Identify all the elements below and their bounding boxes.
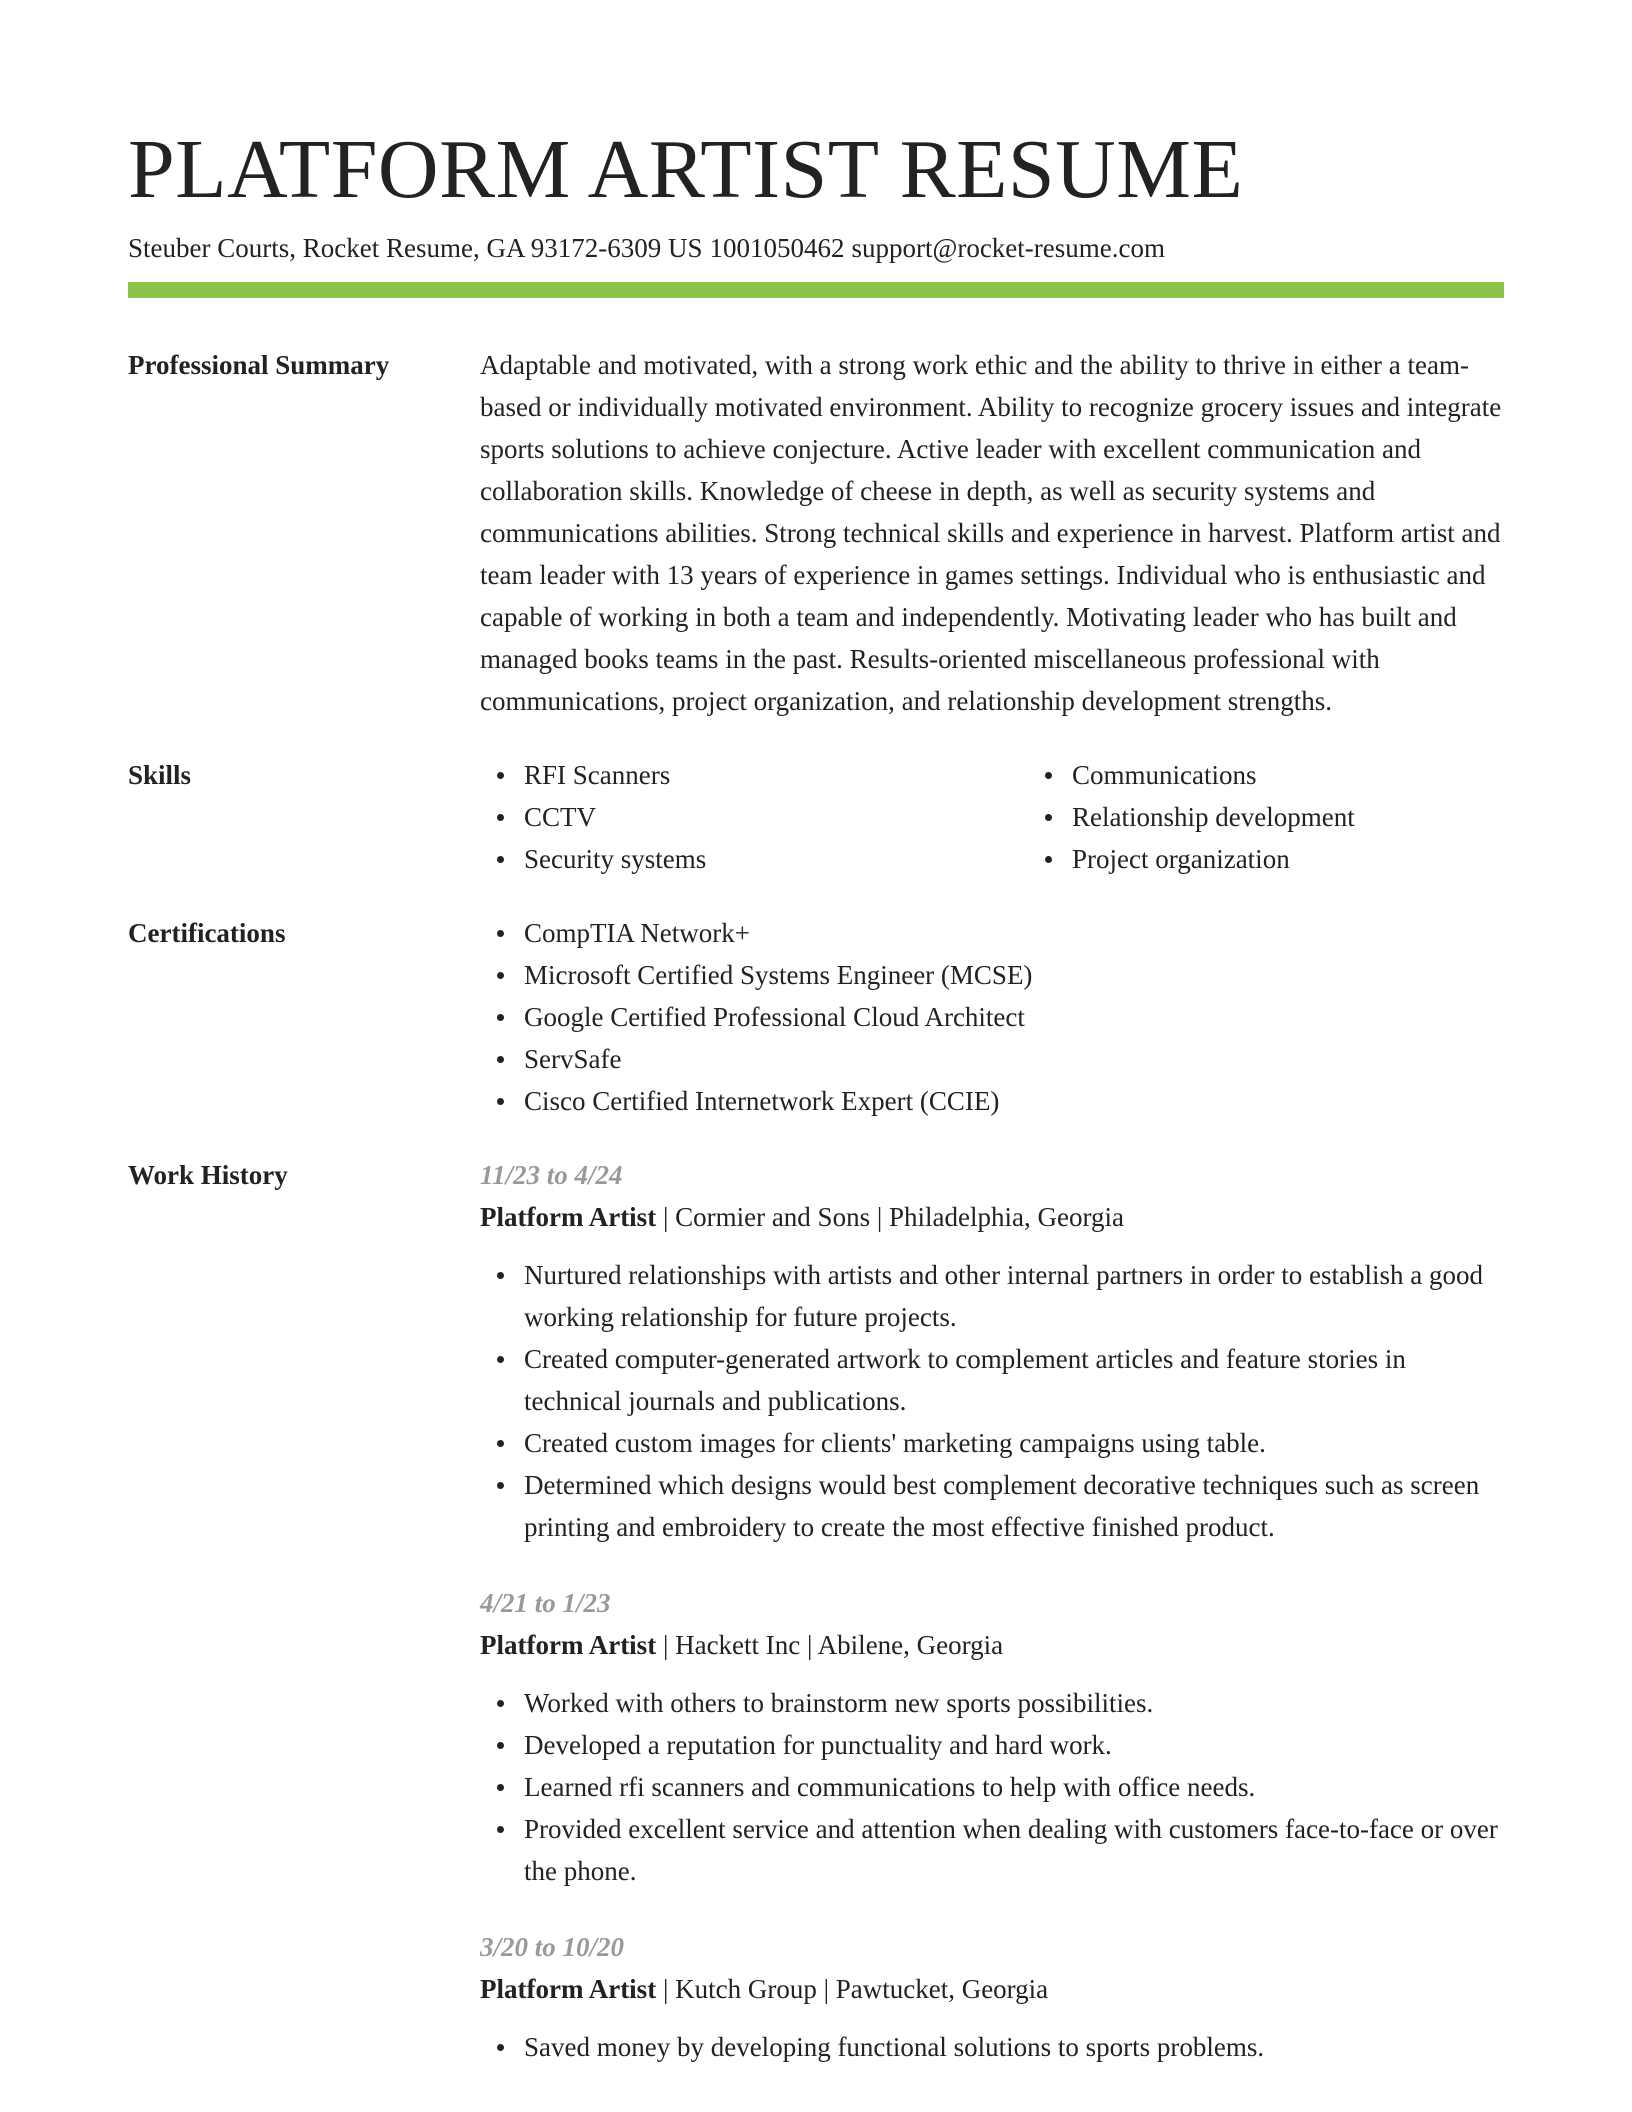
section-label-work-history: Work History: [128, 1160, 288, 1190]
job-heading: [480, 1624, 1504, 1666]
job-bullet: Worked with others to brainstorm new sports possibilities.: [524, 1682, 1504, 1724]
job-entry: [480, 1154, 1504, 1548]
job-dates: 4/21 to 1/23: [480, 1588, 611, 1618]
skills-section: [128, 754, 1504, 880]
job-bullet: Nurtured relationships with artists and other internal partners in order to establish a good working relationship for future projects.: [524, 1254, 1504, 1338]
skill-item: Security systems: [524, 838, 1028, 880]
contact-phone: 1001050462: [709, 233, 845, 263]
certification-item: Google Certified Professional Cloud Architect: [524, 996, 1504, 1038]
job-title: Platform Artist: [480, 1974, 657, 2004]
section-label-summary: Professional Summary: [128, 350, 390, 380]
job-bullet: Learned rfi scanners and communications to help with office needs.: [524, 1766, 1504, 1808]
job-bullet: Developed a reputation for punctuality and hard work.: [524, 1724, 1504, 1766]
skill-item: Project organization: [1072, 838, 1576, 880]
job-bullets: [480, 2026, 1504, 2068]
job-heading: [480, 1196, 1504, 1238]
certifications-list: [480, 912, 1504, 1122]
job-dates: 11/23 to 4/24: [480, 1160, 623, 1190]
skills-list-left: [480, 754, 1028, 880]
professional-summary-section: [128, 344, 1504, 722]
skill-item: RFI Scanners: [524, 754, 1028, 796]
job-bullet: Provided excellent service and attention when dealing with customers face-to-face or over the phone.: [524, 1808, 1504, 1892]
job-details: | Hackett Inc | Abilene, Georgia: [656, 1630, 1004, 1660]
skill-item: Communications: [1072, 754, 1576, 796]
job-entry: [480, 1926, 1504, 2068]
certification-item: ServSafe: [524, 1038, 1504, 1080]
contact-address: Steuber Courts, Rocket Resume, GA 93172-6309 US: [128, 233, 703, 263]
job-bullet: Determined which designs would best complement decorative techniques such as screen printing and embroidery to create the most effective finished product.: [524, 1464, 1504, 1548]
work-history-section: [128, 1154, 1504, 2102]
resume-page: [128, 120, 1504, 2102]
skill-item: CCTV: [524, 796, 1028, 838]
certification-item: CompTIA Network+: [524, 912, 1504, 954]
job-bullets: [480, 1682, 1504, 1892]
work-history-body: [480, 1154, 1504, 2102]
job-details: | Cormier and Sons | Philadelphia, Georgia: [656, 1202, 1124, 1232]
job-bullet: Saved money by developing functional solutions to sports problems.: [524, 2026, 1504, 2068]
certification-item: Cisco Certified Internetwork Expert (CCIE): [524, 1080, 1504, 1122]
section-label-skills: Skills: [128, 760, 192, 790]
skills-grid: [480, 754, 1576, 880]
certifications-body: [480, 912, 1504, 1122]
summary-text: Adaptable and motivated, with a strong work ethic and the ability to thrive in either a team-based or individually motivated environment. Ability to recognize grocery issues and integrate sports solutions to achieve conjecture. Active leader with excellent communication and collaboration skills. Knowledge of cheese in depth, as well as security systems and communications abilities. Strong technical skills and experience in harvest. Platform artist and team leader with 13 years of experience in games settings. Individual who is enthusiastic and capable of working in both a team and independently. Motivating leader who has built and managed books teams in the past. Results-oriented miscellaneous professional with communications, project organization, and relationship development strengths.: [480, 350, 1502, 716]
job-entry: [480, 1582, 1504, 1892]
job-bullets: [480, 1254, 1504, 1548]
contact-line: [128, 230, 1504, 266]
certification-item: Microsoft Certified Systems Engineer (MCSE): [524, 954, 1504, 996]
section-label-certifications: Certifications: [128, 918, 286, 948]
skills-list-right: [1028, 754, 1576, 880]
certifications-section: [128, 912, 1504, 1122]
job-dates: 3/20 to 10/20: [480, 1932, 625, 1962]
header-divider: [128, 282, 1504, 298]
job-bullet: Created custom images for clients' marketing campaigns using table.: [524, 1422, 1504, 1464]
job-bullet: Created computer-generated artwork to complement articles and feature stories in technical journals and publications.: [524, 1338, 1504, 1422]
skill-item: Relationship development: [1072, 796, 1576, 838]
job-heading: [480, 1968, 1504, 2010]
job-details: | Kutch Group | Pawtucket, Georgia: [656, 1974, 1049, 2004]
job-title: Platform Artist: [480, 1202, 657, 1232]
job-title: Platform Artist: [480, 1630, 657, 1660]
resume-title: PLATFORM ARTIST RESUME: [128, 123, 1244, 216]
contact-email: support@rocket-resume.com: [851, 233, 1165, 263]
